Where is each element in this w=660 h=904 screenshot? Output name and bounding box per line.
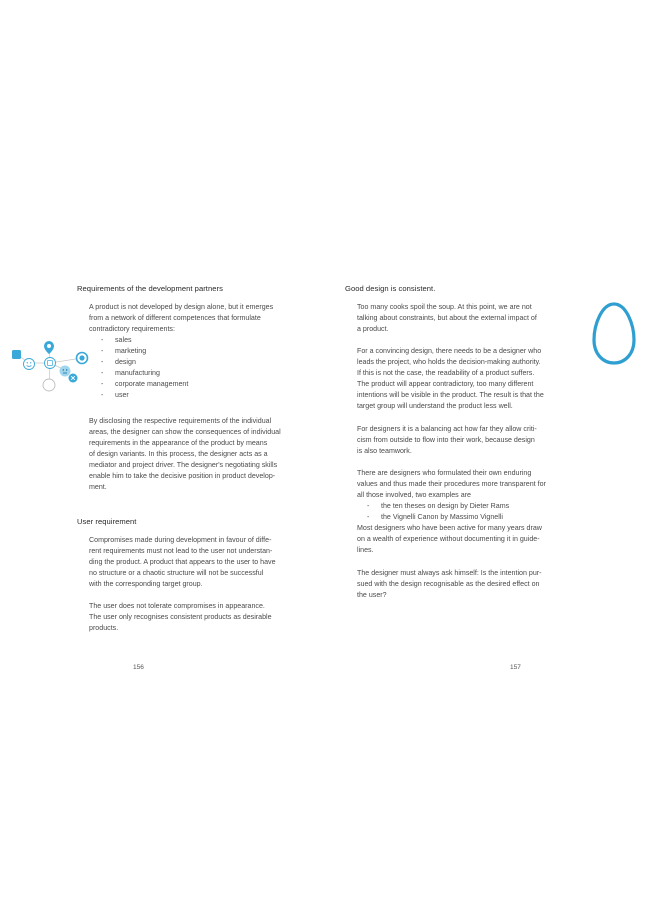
text-line: of design variants. In this process, the designer acts as a: [89, 450, 268, 458]
text-line: A product is not developed by design alone, but it emerges: [89, 303, 274, 311]
text-line: lines.: [357, 546, 374, 554]
text-line: is also teamwork.: [357, 447, 412, 455]
text-line: The product will appear contradictory, too many different: [357, 380, 534, 388]
text-line: Most designers who have been active for many years draw: [357, 524, 542, 532]
text-line: Compromises made during development in favour of diffe-: [89, 536, 272, 544]
list-item: - the ten theses on design by Dieter Rams: [367, 501, 509, 512]
text-line: no structure or a chaotic structure will not be successful: [89, 569, 264, 577]
text-line: with the corresponding target group.: [89, 580, 203, 588]
text-line: mediator and project driver. The designer's negotiating skills: [89, 461, 278, 469]
text-line: For a convincing design, there needs to be a designer who: [357, 347, 542, 355]
text-line: The designer must always ask himself: Is the intention pur-: [357, 569, 542, 577]
text-line: rent requirements must not lead to the user not understan-: [89, 547, 273, 555]
right-page: [330, 0, 660, 904]
text-line: The user only recognises consistent products as desirable: [89, 613, 272, 621]
list-item: - the Vignelli Canon by Massimo Vignelli: [367, 512, 509, 523]
text-line: talking about constraints, but about the external impact of: [357, 314, 537, 322]
list-item: - manufacturing: [101, 368, 188, 379]
empty-node-icon: [43, 379, 55, 391]
text-line: the user?: [357, 591, 387, 599]
text-line: ding the product. A product that appears to the user to have: [89, 558, 276, 566]
text-line: By disclosing the respective requirements of the individual: [89, 417, 272, 425]
text-line: target group will understand the product less well.: [357, 402, 513, 410]
ring-node-icon: [77, 353, 88, 364]
text-line: Too many cooks spoil the soup. At this point, we are not: [357, 303, 532, 311]
text-line: leads the project, who holds the decision-making authority.: [357, 358, 541, 366]
balancing-act-paragraph: [357, 424, 537, 457]
text-line: from a network of different competences that formulate: [89, 314, 261, 322]
text-line: sued with the design recognisable as the desired effect on: [357, 580, 540, 588]
heading-good-design-consistent: Good design is consistent.: [345, 284, 436, 293]
compromises-paragraph: [89, 535, 276, 590]
intro-paragraph: [89, 302, 273, 335]
pin-node-icon: [44, 341, 54, 354]
text-line: products.: [89, 624, 119, 632]
examples-list: [367, 501, 509, 523]
text-line: For designers it is a balancing act how far they allow criti-: [357, 425, 537, 433]
square-node-icon: [12, 350, 21, 359]
tolerate-paragraph: [89, 601, 272, 634]
convincing-design-paragraph: [357, 346, 544, 412]
experience-paragraph: [357, 523, 542, 556]
page-number: 156: [133, 664, 144, 671]
text-line: ment.: [89, 483, 107, 491]
outline-node-icon: [45, 358, 56, 369]
cross-node-icon: [69, 374, 78, 383]
text-line: requirements in the appearance of the product by means: [89, 439, 268, 447]
text-line: on a wealth of experience without documenting it in guide-: [357, 535, 540, 543]
enduring-values-paragraph: [357, 468, 546, 501]
text-line: a product.: [357, 325, 389, 333]
stakeholder-network-illustration: [8, 336, 98, 396]
list-item: - marketing: [101, 346, 188, 357]
page-number: 157: [510, 664, 521, 671]
text-line: intentions will be visible in the product. The result is that the: [357, 391, 544, 399]
text-line: The user does not tolerate compromises in appearance.: [89, 602, 265, 610]
requirements-list: [101, 335, 188, 401]
list-item: - corporate management: [101, 379, 188, 390]
list-item: - design: [101, 357, 188, 368]
ask-himself-paragraph: [357, 568, 542, 601]
heading-user-requirement: User requirement: [77, 517, 137, 526]
text-line: cism from outside to flow into their work, because design: [357, 436, 535, 444]
face-node-icon: [60, 366, 71, 377]
text-line: areas, the designer can show the consequences of individual: [89, 428, 281, 436]
text-line: values and thus made their procedures more transparent for: [357, 480, 546, 488]
text-line: all those involved, two examples are: [357, 491, 471, 499]
list-item: - user: [101, 390, 188, 401]
text-line: If this is not the case, the readability of a product suffers.: [357, 369, 535, 377]
disclosing-paragraph: [89, 416, 281, 493]
cooks-paragraph: [357, 302, 537, 335]
text-line: enable him to take the decisive position in product develop-: [89, 472, 276, 480]
text-line: contradictory requirements:: [89, 325, 175, 333]
text-line: There are designers who formulated their own enduring: [357, 469, 532, 477]
smiley-node-icon: [24, 359, 35, 370]
heading-requirements-partners: Requirements of the development partners: [77, 284, 223, 293]
list-item: - sales: [101, 335, 188, 346]
egg-outline-icon: [590, 300, 638, 368]
